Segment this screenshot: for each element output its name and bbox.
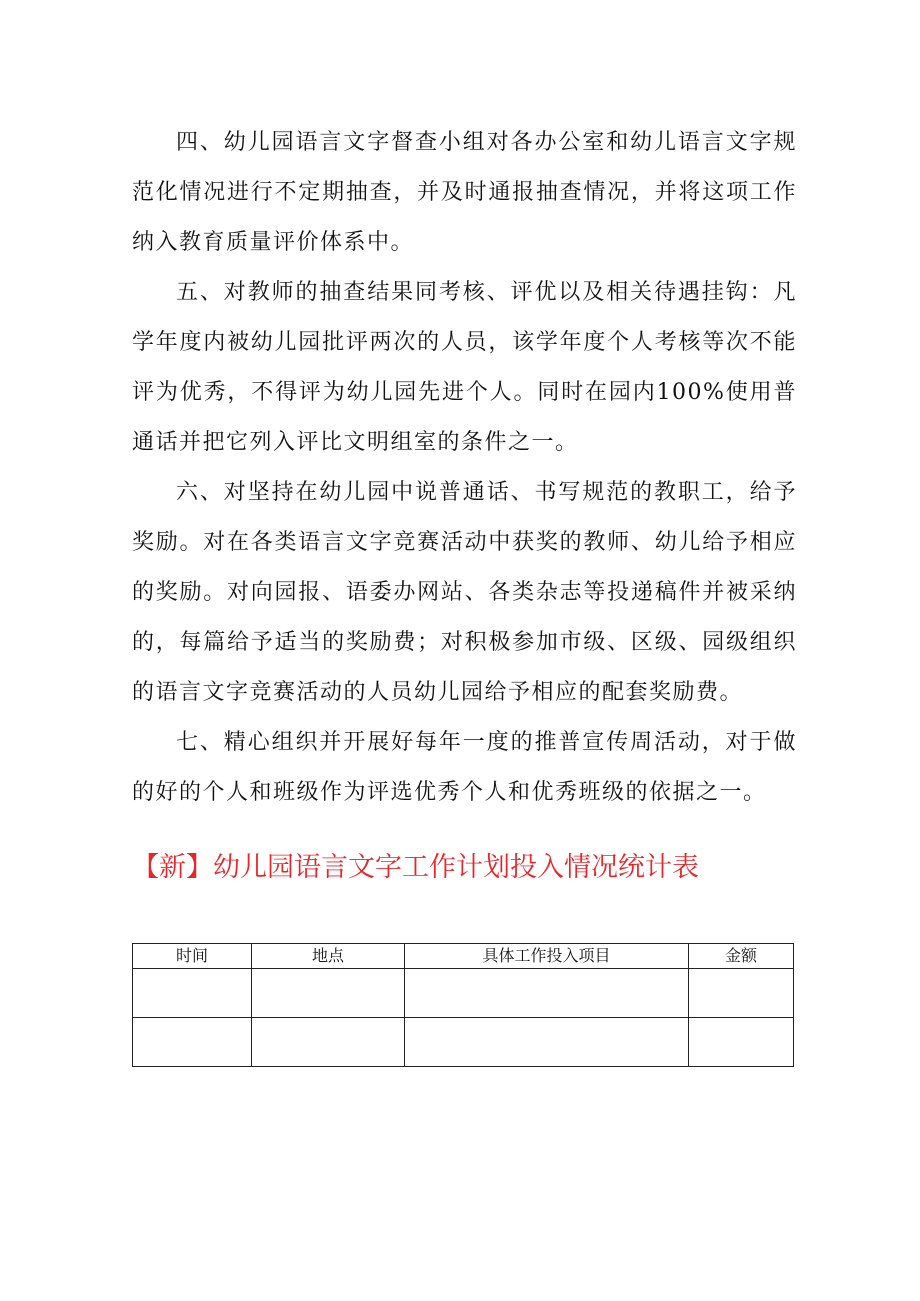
header-location: 地点 <box>252 944 405 969</box>
table-cell <box>252 1018 405 1067</box>
header-time: 时间 <box>133 944 252 969</box>
body-text <box>132 118 797 818</box>
paragraph-5: 五、对教师的抽查结果同考核、评优以及相关待遇挂钩：凡学年度内被幼儿园批评两次的人员，该学年度个人考核等次不能评为优秀，不得评为幼儿园先进个人。同时在园内100%使用普通话并把它列入评比文明组室的条件之一。 <box>132 280 797 455</box>
table-row <box>133 969 794 1018</box>
table-cell <box>133 969 252 1018</box>
table-cell <box>405 1018 689 1067</box>
paragraph-6: 六、对坚持在幼儿园中说普通话、书写规范的教职工，给予奖励。对在各类语言文字竞赛活动中获奖的教师、幼儿给予相应的奖励。对向园报、语委办网站、各类杂志等投递稿件并被采纳的，每篇给予适当的奖励费；对积极参加市级、区级、园级组织的语言文字竞赛活动的人员幼儿园给予相应的配套奖励费。 <box>132 480 797 705</box>
paragraph-7: 七、精心组织并开展好每年一度的推普宣传周活动，对于做的好的个人和班级作为评选优秀个人和优秀班级的依据之一。 <box>132 730 797 805</box>
table-cell <box>133 1018 252 1067</box>
paragraph-4: 四、幼儿园语言文字督查小组对各办公室和幼儿语言文字规范化情况进行不定期抽查，并及时通报抽查情况，并将这项工作纳入教育质量评价体系中。 <box>132 130 797 255</box>
table-row <box>133 1018 794 1067</box>
header-amount: 金额 <box>689 944 794 969</box>
table-cell <box>689 969 794 1018</box>
table-cell <box>405 969 689 1018</box>
table-header-row <box>133 944 794 969</box>
table-title: 【新】幼儿园语言文字工作计划投入情况统计表 <box>132 852 699 883</box>
header-work-item: 具体工作投入项目 <box>405 944 689 969</box>
table-cell <box>689 1018 794 1067</box>
investment-stats-table <box>132 943 794 1067</box>
table-cell <box>252 969 405 1018</box>
